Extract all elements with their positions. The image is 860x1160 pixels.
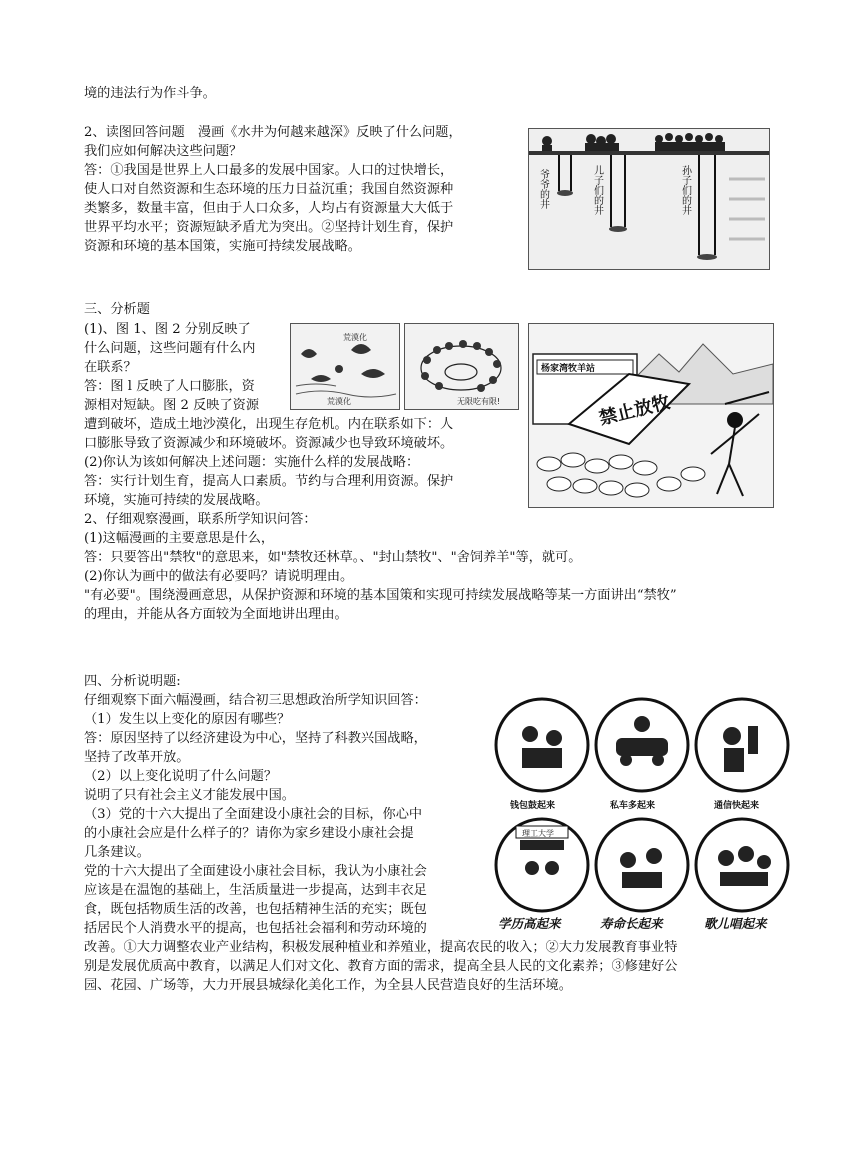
text-line: 世界平均水平；资源短缺矛盾尤为突出。②坚持计划生育，保护: [84, 220, 454, 235]
section-3-heading: [84, 300, 150, 319]
text-line: 资源和环境的基本国策，实施可持续发展战略。: [84, 239, 361, 254]
text-line: 答：①我国是世界上人口最多的发展中国家。人口的过快增长，: [84, 163, 454, 178]
figure-2-label: 无限吃有限!: [457, 397, 501, 406]
six-cartoons-panel: [492, 690, 790, 940]
text-line: 说明了只有社会主义才能发展中国。: [84, 788, 295, 803]
text-line: 坚持了改革开放。: [84, 750, 190, 765]
text-line: （2）以上变化说明了什么问题？: [84, 769, 278, 784]
question-2-text: [84, 123, 524, 256]
figure-1-bottom-label: 荒漠化: [327, 397, 351, 406]
text-line: 应该是在温饱的基础上，生活质量进一步提高，达到丰衣足: [84, 883, 427, 898]
text-line: 答：原因坚持了以经济建设为中心，坚持了科教兴国战略，: [84, 731, 427, 746]
caption-wallet: 钱包鼓起来: [510, 801, 556, 811]
text-line: （1）发生以上变化的原因有哪些？: [84, 712, 291, 727]
text-line: 环境，实施可持续的发展战略。: [84, 493, 269, 508]
text-line: 党的十六大提出了全面建设小康社会目标，我认为小康社会: [84, 864, 427, 879]
grazing-ban-cartoon: [528, 323, 774, 508]
text-line: 使人口对自然资源和生态环境的压力日益沉重；我国自然资源种: [84, 182, 454, 197]
caption-private-car: 私车多起来: [610, 801, 656, 811]
text-line: 在联系？: [84, 360, 137, 375]
text-line: 园、花园、广场等，大力开展县城绿化美化工作，为全县人民营造良好的生活环境。: [84, 978, 572, 993]
text-line: 答：只要答出"禁牧"的意思来，如"禁牧还林草。、"封山禁牧"、"舍饲养羊"等，就可。: [84, 550, 582, 565]
text-line: 的理由，并能从各方面较为全面地讲出理由。: [84, 607, 348, 622]
text-line: 我们应如何解决这些问题？: [84, 144, 243, 159]
university-sign: 理工大学: [522, 829, 554, 838]
text-line: 2、读图回答问题 漫画《水井为何越来越深》反映了什么问题，: [84, 125, 462, 140]
well-label-grandsons: 孙子们的井: [679, 165, 691, 215]
well-label-grandpa: 爷爷的井: [537, 169, 549, 209]
text-line: 仔细观察下面六幅漫画，结合初三思想政治所学知识回答：: [84, 693, 427, 708]
figure-2-overconsumption: [404, 323, 519, 410]
text-line: 别是发展优质高中教育，以满足人们对文化、教育方面的需求，提高全县人民的文化素养；③修建好公: [84, 959, 678, 974]
section-4-heading: [84, 672, 181, 691]
text-line: 答：图 l 反映了人口膨胀，资: [84, 379, 255, 394]
text-line: 源相对短缺。图 2 反映了资源: [84, 398, 260, 413]
text-line: 括居民个人消费水平的提高，也包括社会福利和劳动环境的: [84, 921, 427, 936]
caption-singing: 歌儿唱起来: [704, 916, 767, 931]
text-line: (2)你认为画中的做法有必要吗？请说明理由。: [84, 569, 354, 584]
caption-communication: 通信快起来: [714, 801, 760, 811]
text-line: 几条建议。: [84, 845, 150, 860]
intro-line: [84, 84, 216, 103]
text-line: (1)这幅漫画的主要意思是什么，: [84, 531, 275, 546]
text-line: 口膨胀导致了资源减少和环境破坏。资源减少也导致环境破坏。: [84, 436, 454, 451]
caption-education: 学历高起来: [498, 916, 561, 931]
text-line: 改善。①大力调整农业产业结构，积极发展种植业和养殖业，提高农民的收入；②大力发展教育事业特: [84, 940, 678, 955]
section-heading: 三、分析题: [84, 302, 150, 317]
text-line: (1)、图 1、图 2 分别反映了: [84, 322, 251, 337]
text-line: 的小康社会应是什么样子的？请你为家乡建设小康社会提: [84, 826, 414, 841]
text-line: 类繁多，数量丰富，但由于人口众多，人均占有资源量大大低于: [84, 201, 454, 216]
text-line: "有必要"。围绕漫画意思，从保护资源和环境的基本国策和实现可持续发展战略等某一方面讲出“禁牧”: [84, 588, 677, 603]
figure-1-desertification: [290, 323, 400, 410]
text-line: （3）党的十六大提出了全面建设小康社会的目标，你心中: [84, 807, 423, 822]
ban-sign: 禁止放牧: [597, 391, 673, 430]
text-line: 遭到破坏，造成土地沙漠化，出现生存危机。内在联系如下：人: [84, 417, 454, 432]
text-line: 境的违法行为作斗争。: [84, 86, 216, 101]
well-label-sons: 儿子们的井: [591, 165, 603, 215]
station-sign: 杨家湾牧羊站: [541, 364, 596, 374]
text-line: 2、仔细观察漫画，联系所学知识问答：: [84, 512, 317, 527]
caption-longevity: 寿命长起来: [600, 916, 663, 931]
well-cartoon: [528, 128, 770, 270]
text-line: (2)你认为该如何解决上述问题：实施什么样的发展战略：: [84, 455, 420, 470]
figure-1-top-label: 荒漠化: [343, 333, 367, 342]
text-line: 答：实行计划生育，提高人口素质。节约与合理利用资源。保护: [84, 474, 454, 489]
text-line: 什么问题，这些问题有什么内: [84, 341, 256, 356]
text-line: 食，既包括物质生活的改善，也包括精神生活的充实；既包: [84, 902, 427, 917]
section-heading: 四、分析说明题:: [84, 674, 181, 689]
